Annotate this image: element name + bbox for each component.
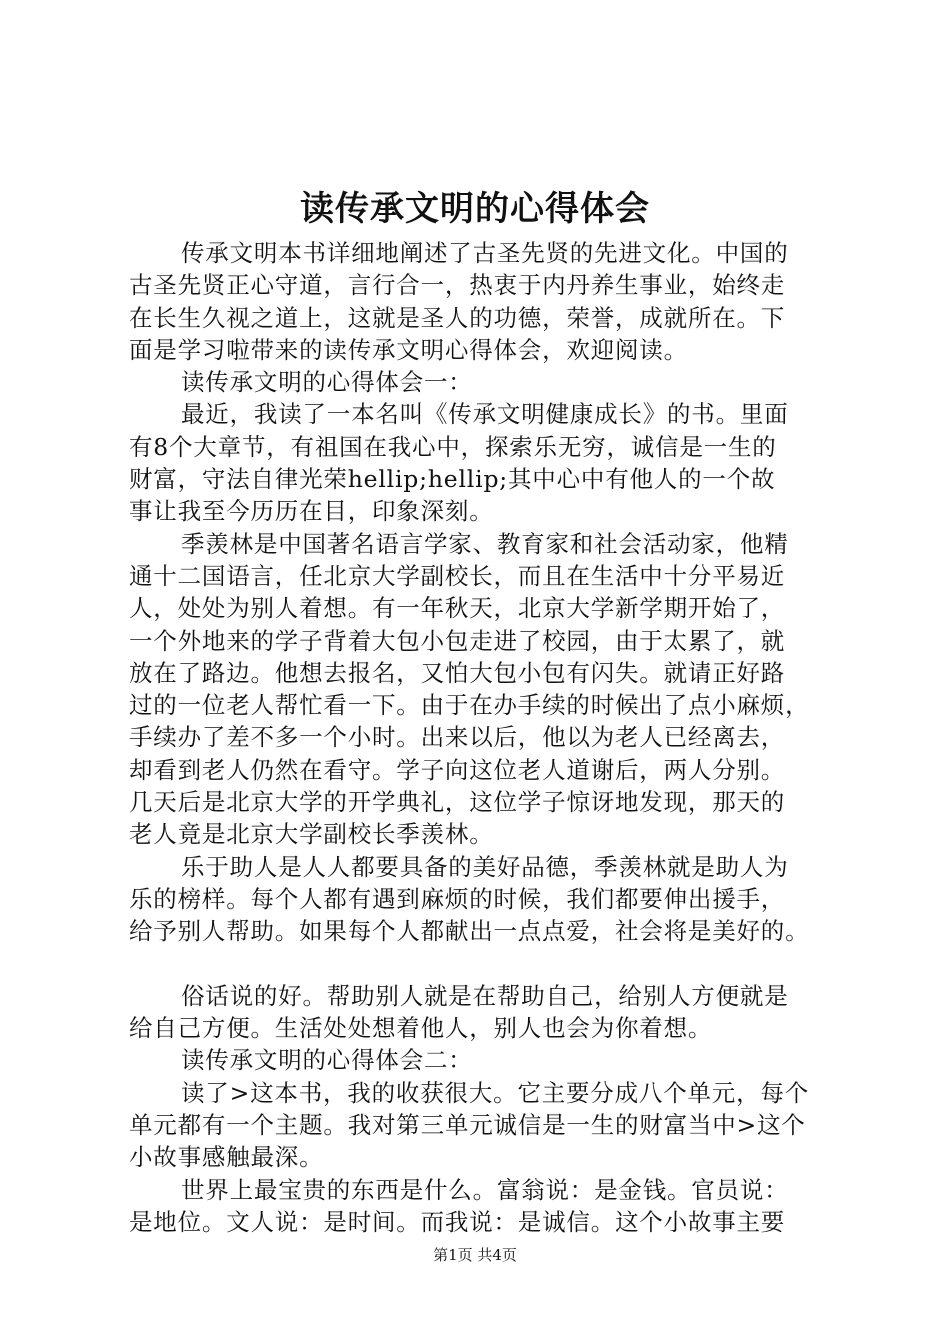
text-line: 通十二国语言，任北京大学副校长，而且在生活中十分平易近 xyxy=(129,561,786,590)
text-line: 给自己方便。生活处处想着他人，别人也会为你着想。 xyxy=(129,1014,713,1043)
text-line: 手续办了差不多一个小时。出来以后，他以为老人已经离去， xyxy=(129,723,786,752)
text-line: 财富，守法自律光荣hellip;hellip;其中心中有他人的一个故 xyxy=(129,465,776,494)
text-line: 古圣先贤正心守道，言行合一，热衷于内丹养生事业，始终走 xyxy=(129,271,786,300)
text-line: 一个外地来的学子背着大包小包走进了校园，由于太累了，就 xyxy=(129,626,786,655)
text-line: 人，处处为别人着想。有一年秋天，北京大学新学期开始了， xyxy=(129,594,786,623)
text-line: 是地位。文人说：是时间。而我说：是诚信。这个小故事主要 xyxy=(129,1207,786,1236)
text-line: 读传承文明的心得体会一： xyxy=(181,368,473,397)
document-body xyxy=(129,237,834,1238)
text-line: 乐的榜样。每个人都有遇到麻烦的时候，我们都要伸出援手， xyxy=(129,884,786,913)
text-line: 小故事感触最深。 xyxy=(129,1143,324,1172)
text-line: 单元都有一个主题。我对第三单元诚信是一生的财富当中>这个 xyxy=(129,1111,806,1140)
text-line: 面是学习啦带来的读传承文明心得体会，欢迎阅读。 xyxy=(129,335,688,364)
text-line: 在长生久视之道上，这就是圣人的功德，荣誉，成就所在。下 xyxy=(129,303,786,332)
text-line: 俗话说的好。帮助别人就是在帮助自己，给别人方便就是 xyxy=(181,981,789,1010)
text-line: 事让我至今历历在目，印象深刻。 xyxy=(129,497,494,526)
text-line: 乐于助人是人人都要具备的美好品德，季羡林就是助人为 xyxy=(181,852,789,881)
text-line: 放在了路边。他想去报名，又怕大包小包有闪失。就请正好路 xyxy=(129,658,786,687)
text-line: 世界上最宝贵的东西是什么。富翁说：是金钱。官员说： xyxy=(181,1175,789,1204)
page-footer: 第1页 共4页 xyxy=(433,1246,517,1264)
text-line: 传承文明本书详细地阐述了古圣先贤的先进文化。中国的 xyxy=(181,239,789,267)
text-line: 季羡林是中国著名语言学家、教育家和社会活动家，他精 xyxy=(181,529,789,558)
text-line: 最近，我读了一本名叫《传承文明健康成长》的书。里面 xyxy=(181,400,789,429)
text-line: 给予别人帮助。如果每个人都献出一点点爱，社会将是美好的。 xyxy=(129,917,810,946)
text-line: 读传承文明的心得体会二： xyxy=(181,1046,473,1075)
text-line: 老人竟是北京大学副校长季羡林。 xyxy=(129,820,494,849)
text-line: 过的一位老人帮忙看一下。由于在办手续的时候出了点小麻烦， xyxy=(129,691,810,720)
text-line: 却看到老人仍然在看守。学子向这位老人道谢后，两人分别。 xyxy=(129,755,786,784)
text-line: 有8个大章节，有祖国在我心中，探索乐无穷，诚信是一生的 xyxy=(129,432,777,461)
text-line xyxy=(129,948,834,980)
text-line: 几天后是北京大学的开学典礼，这位学子惊讶地发现，那天的 xyxy=(129,788,786,817)
document-title: 读传承文明的心得体会 xyxy=(300,189,650,229)
text-line: 读了>这本书，我的收获很大。它主要分成八个单元，每个 xyxy=(181,1078,809,1107)
